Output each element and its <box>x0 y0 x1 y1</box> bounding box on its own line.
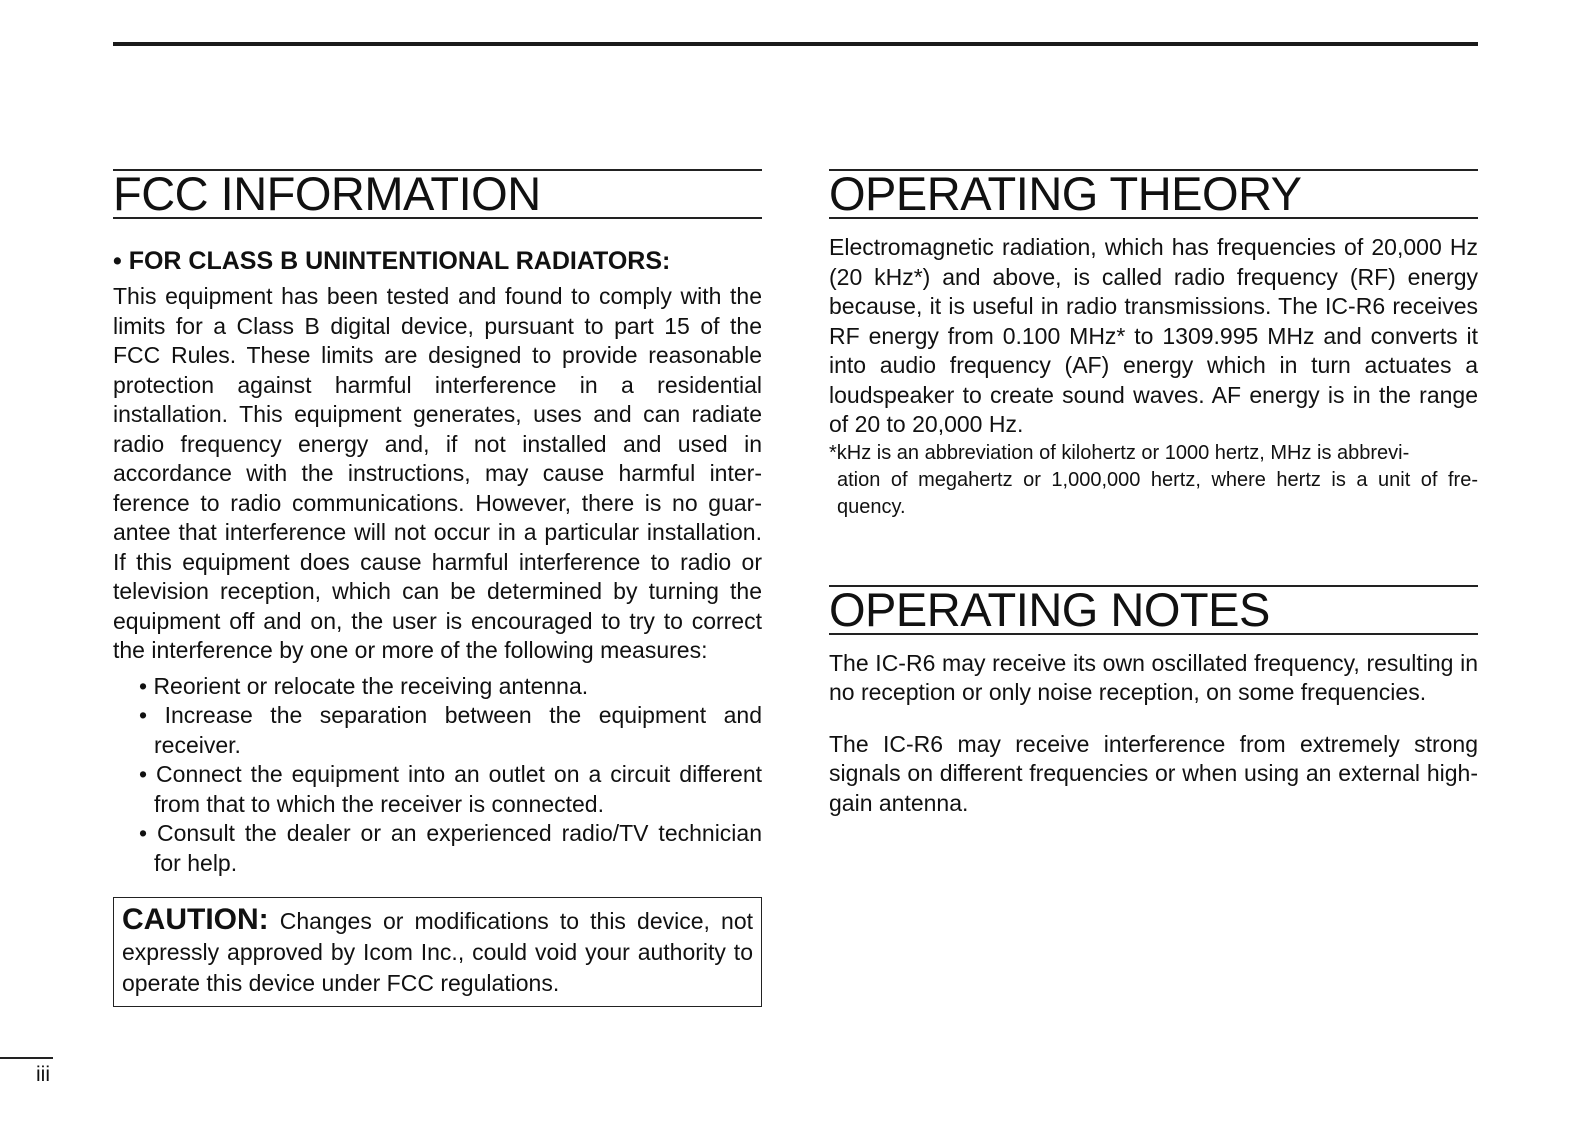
page-number-rule <box>0 1057 53 1059</box>
header-rule <box>113 42 1478 46</box>
notes-paragraph-oscillated: The IC-R6 may receive its own oscillated frequency, resulting in no reception or only noise reception, on some frequencies. <box>829 649 1478 705</box>
class-b-subheading: • FOR CLASS B UNINTENTIONAL RADIATORS: <box>113 247 671 275</box>
fcc-body-paragraph: This equipment has been tested and found to comply with the limits for a Class B digital device, pursuant to part 15 of the FCC Rules. These limits are designed to provide reasonable protection against harmful interference in a residential installation. This equipment generates, uses and can radiate radio frequency energy and, if not installed and used in accordance with the instructions, may cause harmful interference to radio communications. However, there is no guarantee that interference will not occur in a particular installation. If this equipment does cause harmful interference to radio or television reception, which can be determined by turning the equipment off and on, the user is encouraged to try to correct the interference by one or more of the following measures: <box>113 283 762 663</box>
caution-box <box>113 897 762 1007</box>
frequency-footnote-continuation: ation of megahertz or 1,000,000 hertz, where hertz is a unit of frequency. <box>837 468 1478 518</box>
operating-column <box>829 169 1478 818</box>
caution-text: Changes or modifications to this device, not expressly approved by Icom Inc., could void your authority to operate this device under FCC regulations. <box>122 908 753 996</box>
operating-notes-heading: OPERATING NOTES <box>829 585 1478 635</box>
measure-item-reorient: • Reorient or relocate the receiving antenna. <box>139 672 589 699</box>
operating-theory-paragraph: Electromagnetic radiation, which has frequencies of 20,000 Hz (20 kHz*) and above, is called radio frequency (RF) energy because, it is useful in radio transmissions. The IC-R6 receives RF energy from 0.100 MHz* to 1309.995 MHz and converts it into audio frequency (AF) energy which in turn actuates a loudspeaker to create sound waves. AF energy is in the range of 20 to 20,000 Hz. <box>829 234 1478 437</box>
measure-item-outlet: • Connect the equipment into an outlet on a circuit different from that to which the receiver is connected. <box>139 761 762 817</box>
measure-item-separation: • Increase the separation between the equipment and receiver. <box>139 702 762 758</box>
fcc-information-heading: FCC INFORMATION <box>113 169 762 219</box>
notes-paragraph-interference: The IC-R6 may receive interference from extremely strong signals on different frequencies or when using an external high-gain antenna. <box>829 730 1478 816</box>
operating-theory-heading: OPERATING THEORY <box>829 169 1478 219</box>
measures-list <box>113 672 762 879</box>
frequency-footnote-first-line: *kHz is an abbreviation of kilohertz or 1000 hertz, MHz is abbrevi- <box>829 441 1410 464</box>
operating-notes-section <box>829 582 1478 819</box>
measure-item-consult: • Consult the dealer or an experienced radio/TV technician for help. <box>139 820 762 876</box>
page-number: iii <box>36 1063 50 1086</box>
caution-label: CAUTION: <box>122 903 269 936</box>
operating-theory-section <box>829 169 1478 521</box>
fcc-information-section <box>113 169 762 1007</box>
